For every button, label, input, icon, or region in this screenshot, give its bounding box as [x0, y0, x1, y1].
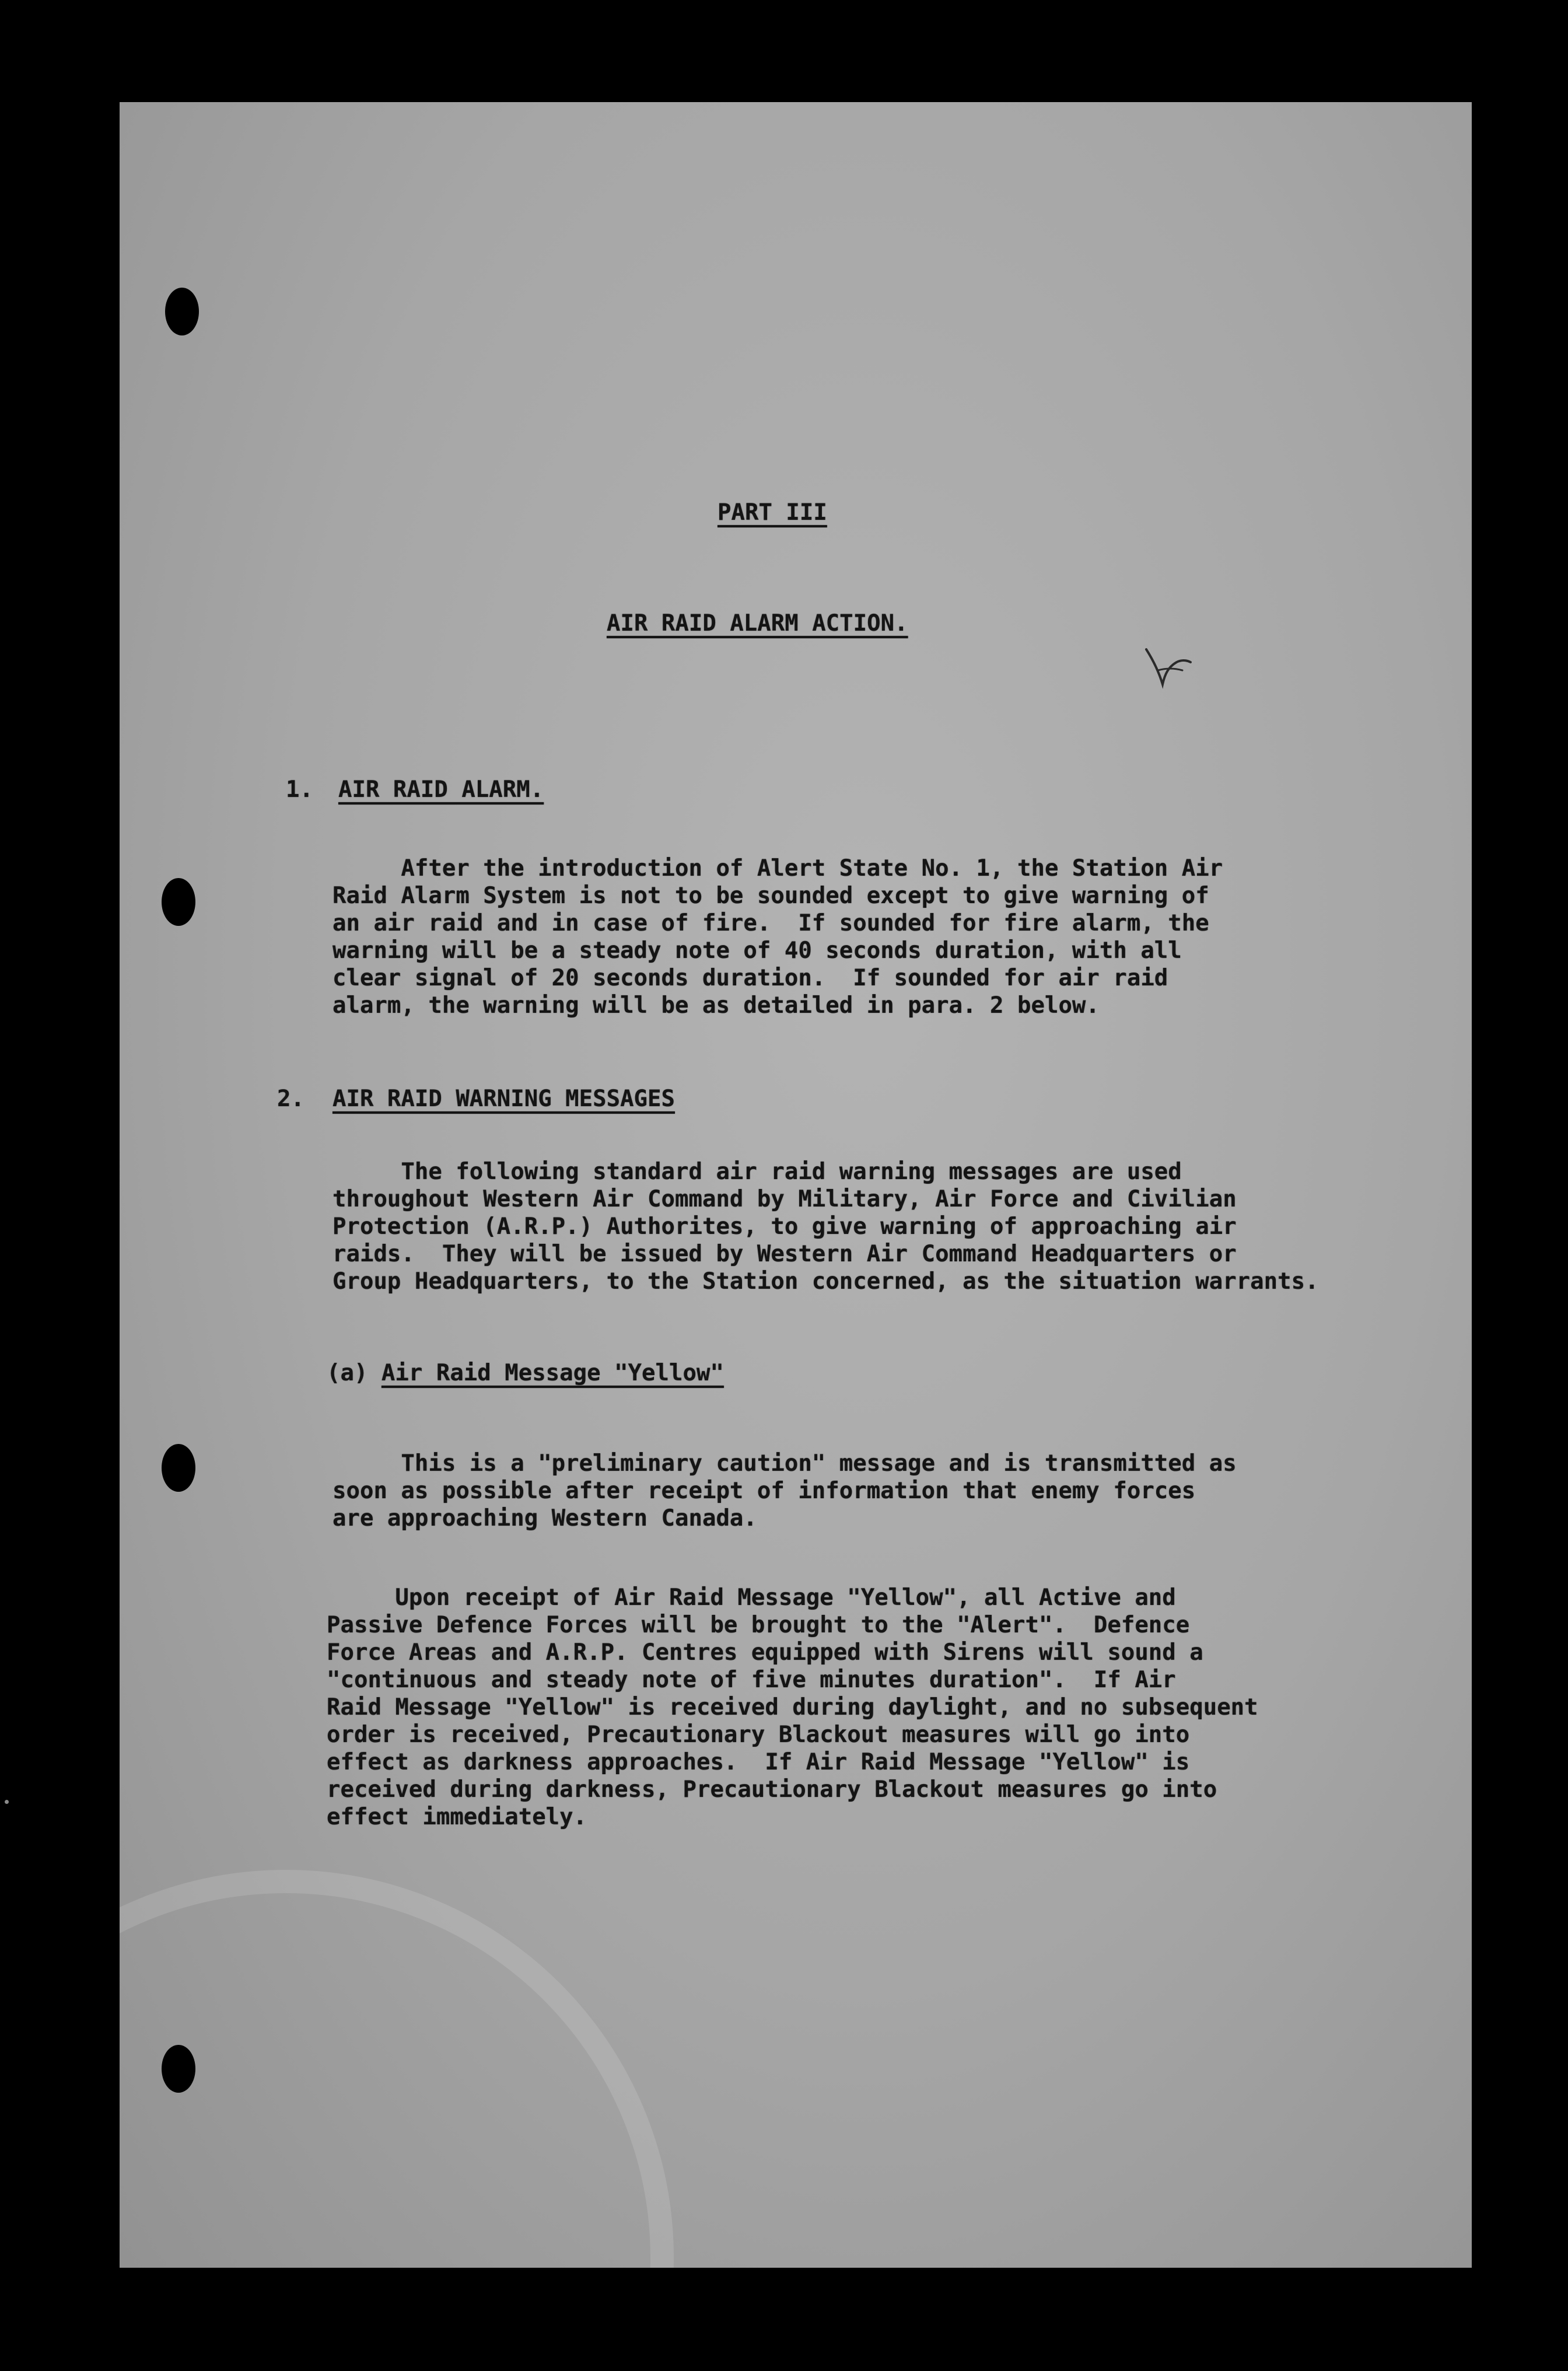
subsection-a-body-2: Upon receipt of Air Raid Message "Yellow", all Active and Passive Defence Forces will be brought to the "Alert". Defence Force Areas and A.R.P. Centres equipped with Sirens will sound a "continuous and steady note of five minutes duration". If Air Raid Message "Yellow" is received during daylight, and no subsequent order is received, Precautionary Blackout measures will go into effect as darkness approaches. If Air Raid Message "Yellow" is received during darkness, Precautionary Blackout measures go into effect immediately.	[327, 1585, 1258, 1830]
punch-hole	[162, 2045, 195, 2093]
subsection-a-title: Air Raid Message "Yellow"	[381, 1360, 724, 1386]
subsection-a-label: (a)	[327, 1360, 382, 1386]
film-speck	[5, 1800, 9, 1804]
paragraph-2-body: The following standard air raid warning messages are used throughout Western Air Command by Military, Air Force and Civilian Protection (A.R.P.) Authorites, to give warning of approaching air raids. They will be issued by Western Air Command Headquarters or Group Headquarters, to the Station concerned, as the situation warrants.	[332, 1159, 1319, 1295]
punch-hole	[162, 1444, 195, 1492]
document-page	[120, 102, 1472, 2268]
paragraph-1-number: 1.	[286, 777, 313, 803]
subsection-a-heading	[327, 1359, 724, 1387]
section-title: AIR RAID ALARM ACTION.	[607, 610, 908, 637]
paragraph-1-body: After the introduction of Alert State No. 1, the Station Air Raid Alarm System is not to be sounded except to give warning of an air raid and in case of fire. If sounded for fire alarm, the warning will be a steady note of 40 seconds duration, with all clear signal of 20 seconds duration. If sounded for air raid alarm, the warning will be as detailed in para. 2 below.	[332, 855, 1223, 1019]
paragraph-2-heading: AIR RAID WARNING MESSAGES	[332, 1086, 675, 1112]
punch-hole	[165, 288, 199, 335]
paragraph-2-number: 2.	[277, 1086, 304, 1112]
paragraph-1-heading: AIR RAID ALARM.	[338, 777, 544, 803]
handwritten-check-mark	[1140, 639, 1193, 691]
subsection-a-body-1: This is a "preliminary caution" message and is transmitted as soon as possible after receipt of information that enemy forces are approaching Western Canada.	[332, 1450, 1237, 1531]
paper-stain	[120, 1870, 674, 2268]
part-title: PART III	[718, 499, 827, 526]
punch-hole	[162, 878, 195, 926]
